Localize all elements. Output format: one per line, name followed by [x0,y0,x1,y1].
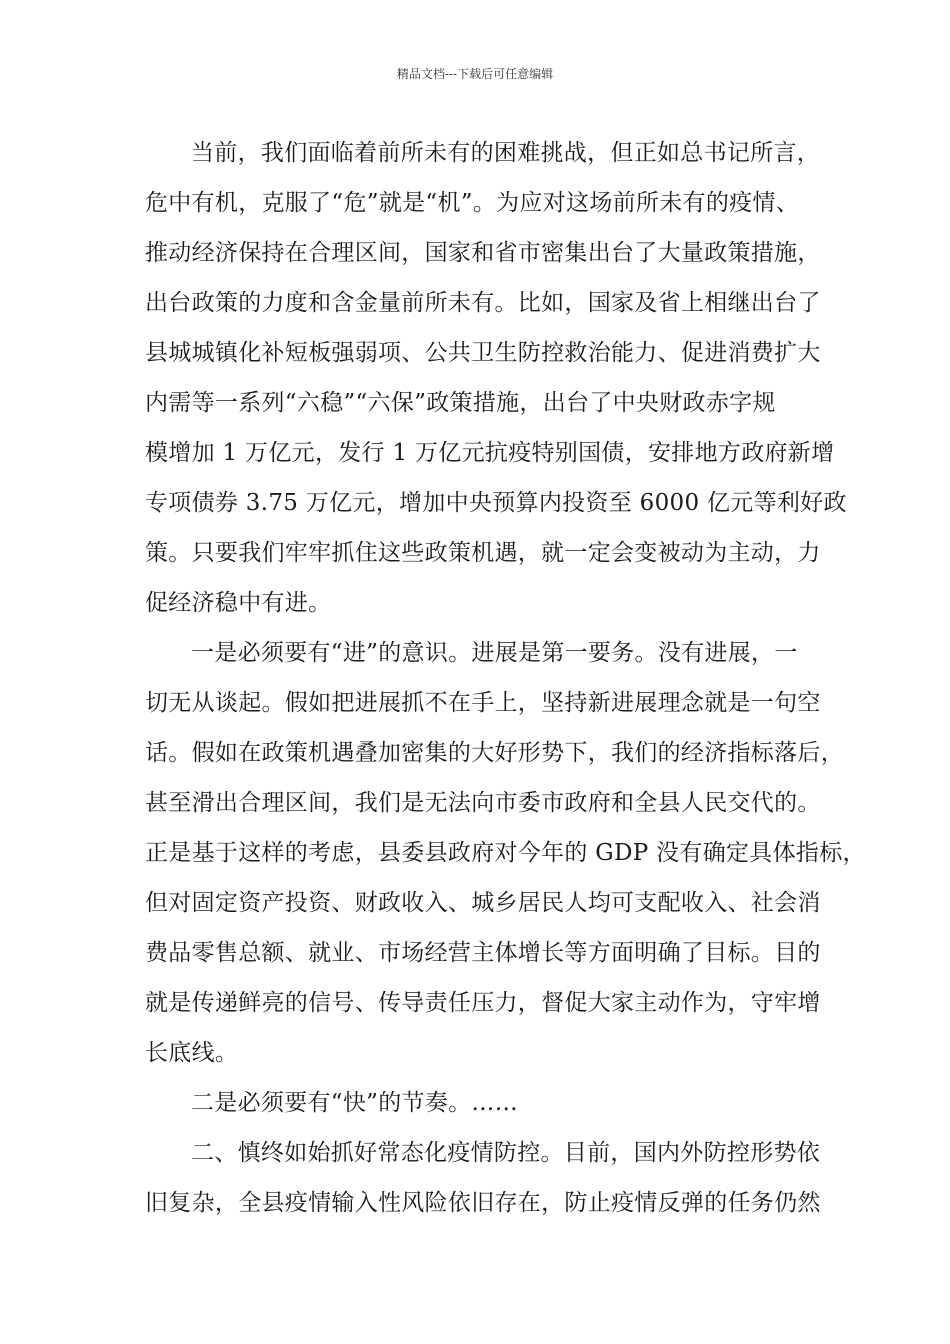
text-line: 促经济稳中有进。 [145,590,332,616]
text-line: 二是必须要有“快”的节奏。…… [191,1090,519,1116]
text-line: 话。假如在政策机遇叠加密集的大好形势下，我们的经济指标落后， [145,740,844,766]
text-line: 切无从谈起。假如把进展抓不在手上，坚持新进展理念就是一句空 [145,690,821,716]
document-body [145,128,866,1228]
paragraph-speed [145,1078,817,1128]
text-line: 二、慎终如始抓好常态化疫情防控。目前，国内外防控形势依 [191,1140,821,1166]
text-line: 专项债券 3.75 万亿元，增加中央预算内投资至 6000 亿元等利好政 [145,490,847,516]
text-line: 出台政策的力度和含金量前所未有。比如，国家及省上相继出台了 [145,290,821,316]
text-line: 模增加 1 万亿元，发行 1 万亿元抗疫特别国债，安排地方政府新增 [145,440,835,466]
paragraph-progress [145,628,866,1078]
text-line: 旧复杂，全县疫情输入性风险依旧存在，防止疫情反弹的任务仍然 [145,1190,821,1216]
text-line: 正是基于这样的考虑，县委县政府对今年的 GDP 没有确定具体指标， [145,840,866,866]
text-line: 内需等一系列“六稳”“六保”政策措施，出台了中央财政赤字规 [145,390,776,416]
text-line: 危中有机，克服了“危”就是“机”。为应对这场前所未有的疫情、 [145,190,800,216]
text-line: 就是传递鲜亮的信号、传导责任压力，督促大家主动作为，守牢增 [145,990,821,1016]
paragraph-epidemic-control [145,1128,821,1228]
text-line: 甚至滑出合理区间，我们是无法向市委市政府和全县人民交代的。 [145,790,821,816]
text-line: 长底线。 [145,1040,239,1066]
text-line: 一是必须要有“进”的意识。进展是第一要务。没有进展，一 [191,640,798,666]
text-line: 推动经济保持在合理区间，国家和省市密集出台了大量政策措施， [145,240,821,266]
text-line: 策。只要我们牢牢抓住这些政策机遇，就一定会变被动为主动，力 [145,540,821,566]
text-line: 当前，我们面临着前所未有的困难挑战，但正如总书记所言， [191,140,821,166]
text-line: 费品零售总额、就业、市场经营主体增长等方面明确了目标。目的 [145,940,821,966]
paragraph-opportunity [145,128,847,628]
text-line: 县城城镇化补短板强弱项、公共卫生防控救治能力、促进消费扩大 [145,340,821,366]
page-header: 精品文档---下载后可任意编辑 [396,67,554,81]
text-line: 但对固定资产投资、财政收入、城乡居民人均可支配收入、社会消 [145,890,821,916]
